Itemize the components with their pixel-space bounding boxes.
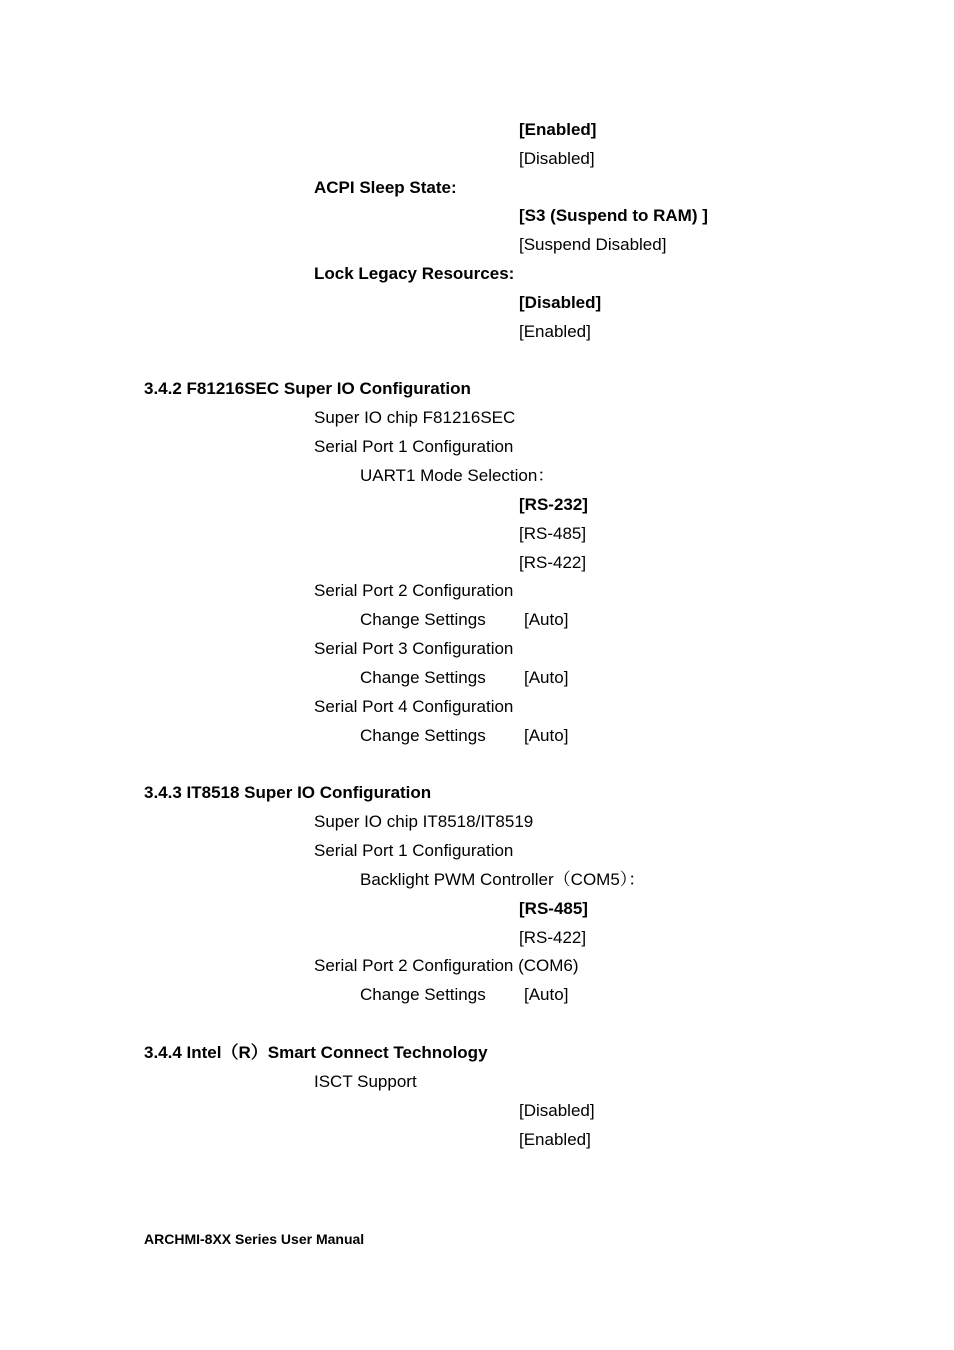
f81216sec-serial-port-2: Serial Port 2 Configuration [314,581,514,600]
lock-legacy-option-enabled: [Enabled] [519,322,591,341]
uart1-option-rs232-selected: [RS-232] [519,495,588,514]
acpi-sleep-state-label: ACPI Sleep State: [314,178,457,197]
acpi-sleep-option-suspend-disabled: [Suspend Disabled] [519,235,667,254]
isct-option-disabled: [Disabled] [519,1101,595,1120]
backlight-pwm-controller-label: Backlight PWM Controller（COM5）： [360,870,646,889]
acpi-option-enabled-selected: [Enabled] [519,120,597,139]
backlight-option-rs485-selected: [RS-485] [519,899,588,918]
backlight-option-rs422: [RS-422] [519,928,587,947]
acpi-sleep-option-s3-selected: [S3 (Suspend to RAM) ] [519,206,708,225]
it8518-serial-port-2: Serial Port 2 Configuration (COM6) [314,956,579,975]
section-heading-3-4-3: 3.4.3 IT8518 Super IO Configuration [144,783,432,802]
com6-change-settings-value: [Auto] [524,985,569,1004]
sp3-change-settings-value: [Auto] [524,668,569,687]
uart1-mode-selection-label: UART1 Mode Selection： [360,466,555,485]
acpi-option-disabled: [Disabled] [519,149,595,168]
lock-legacy-option-disabled-selected: [Disabled] [519,293,602,312]
it8518-serial-port-1: Serial Port 1 Configuration [314,841,514,860]
uart1-option-rs422: [RS-422] [519,553,587,572]
lock-legacy-resources-label: Lock Legacy Resources: [314,264,515,283]
f81216sec-serial-port-4: Serial Port 4 Configuration [314,697,514,716]
com6-change-settings-label: Change Settings [360,985,486,1004]
isct-option-enabled: [Enabled] [519,1130,591,1149]
it8518-chip-label: Super IO chip IT8518/IT8519 [314,812,534,831]
sp3-change-settings-label: Change Settings [360,668,486,687]
sp2-change-settings-value: [Auto] [524,610,569,629]
f81216sec-serial-port-3: Serial Port 3 Configuration [314,639,514,658]
f81216sec-serial-port-1: Serial Port 1 Configuration [314,437,514,456]
uart1-option-rs485: [RS-485] [519,524,587,543]
page-footer: ARCHMI-8XX Series User Manual [144,1231,365,1247]
sp4-change-settings-label: Change Settings [360,726,486,745]
sp4-change-settings-value: [Auto] [524,726,569,745]
section-heading-3-4-4: 3.4.4 Intel（R）Smart Connect Technology [144,1043,488,1062]
section-heading-3-4-2: 3.4.2 F81216SEC Super IO Configuration [144,379,471,398]
isct-support-label: ISCT Support [314,1072,417,1091]
f81216sec-chip-label: Super IO chip F81216SEC [314,408,516,427]
sp2-change-settings-label: Change Settings [360,610,486,629]
